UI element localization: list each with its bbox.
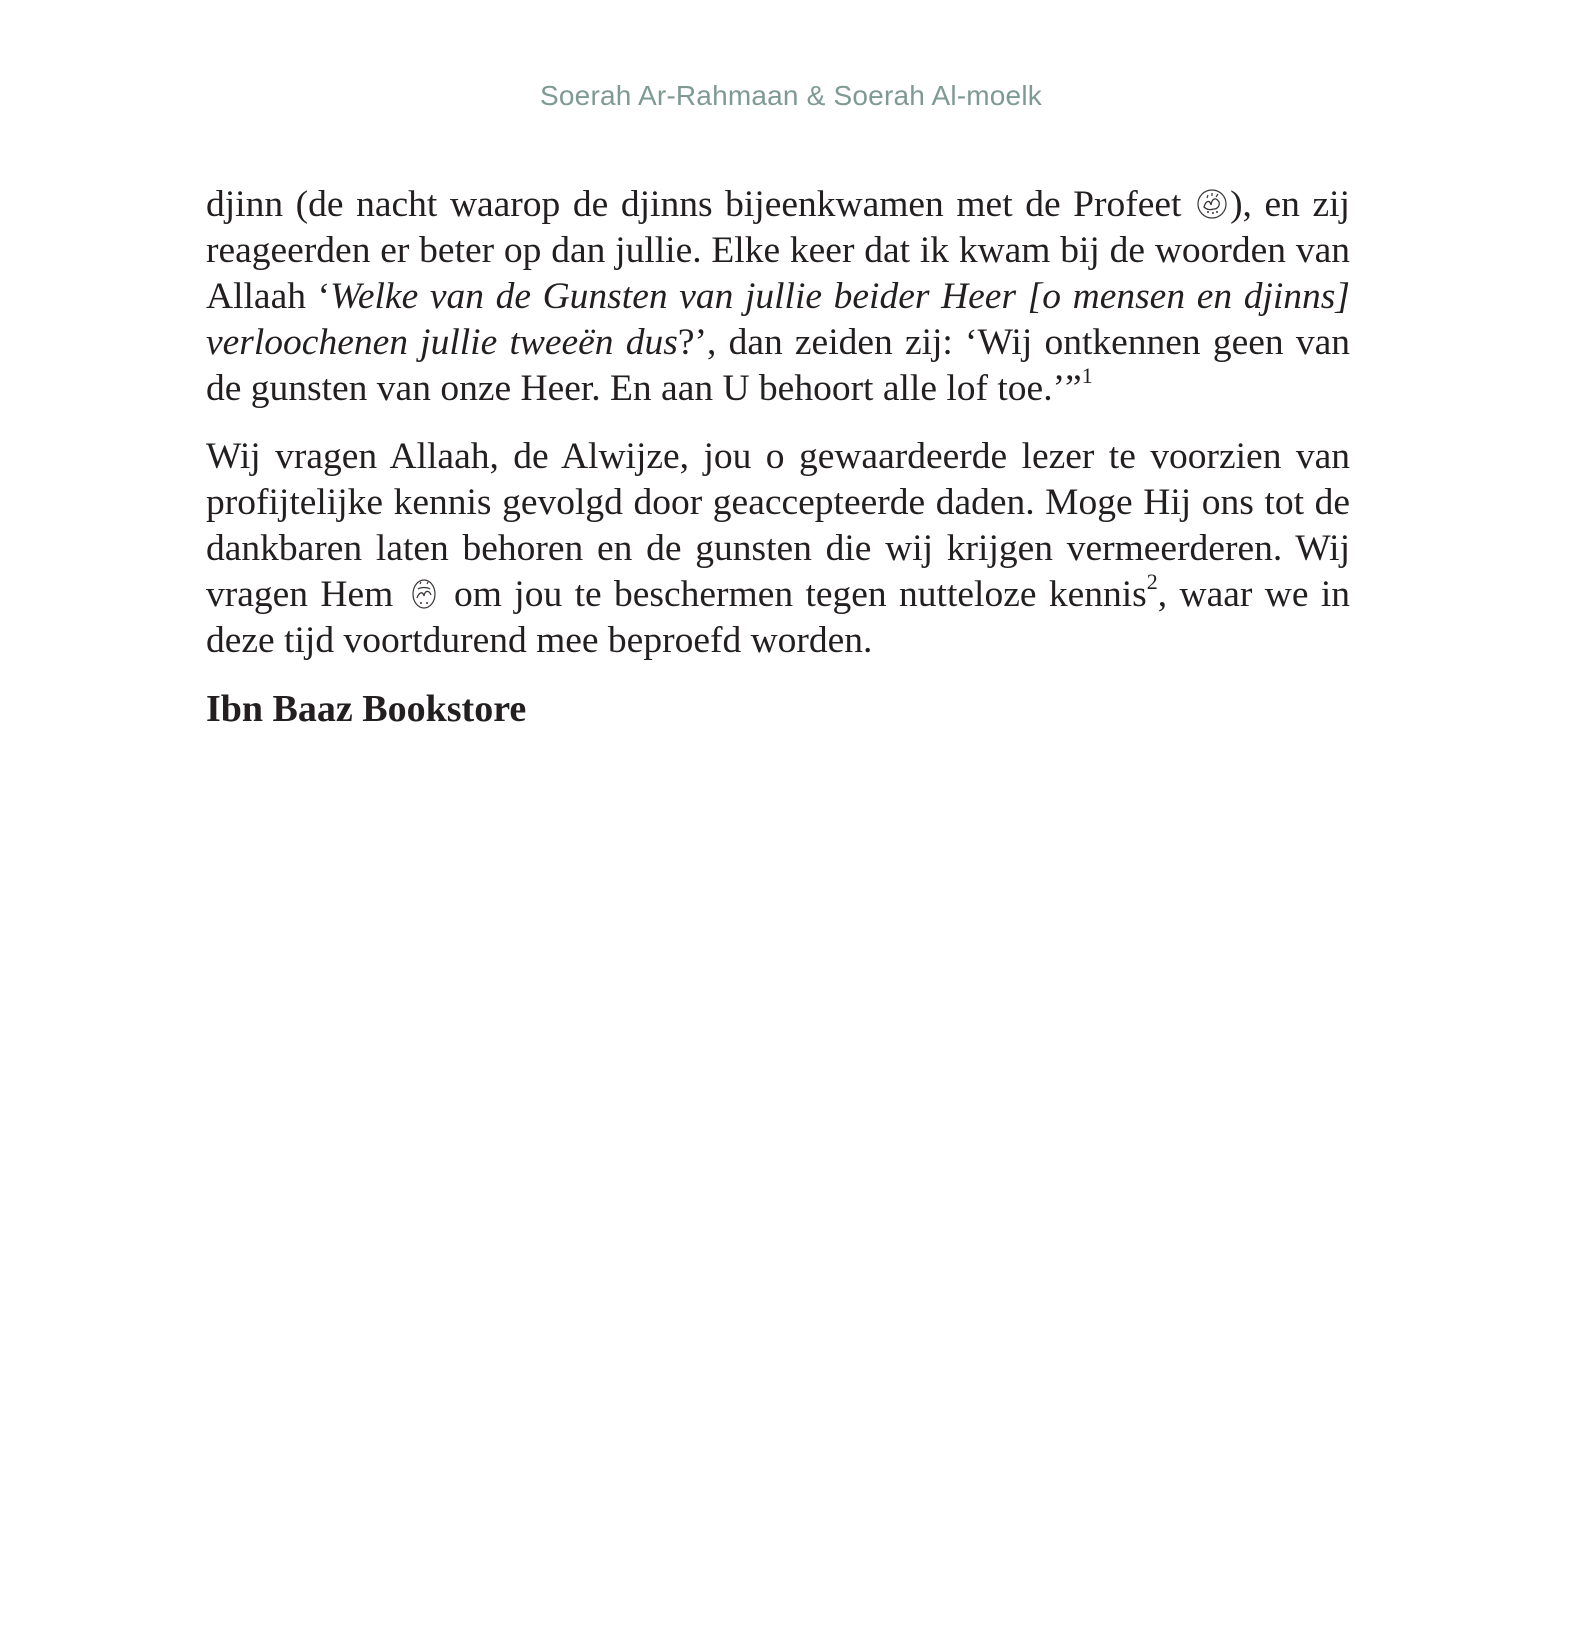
footnote-ref-2[interactable]: 2 bbox=[1146, 568, 1158, 594]
paragraph-2-text-b: om jou te beschermen tegen nutteloze kennis bbox=[441, 574, 1147, 615]
paragraph-1-text-c: ?’, dan zeiden zij: ‘Wij ontkennen geen van de gunsten van onze Heer. En aan U behoort alle lof toe.’” bbox=[206, 322, 1350, 409]
subhanahu-wa-taala-icon bbox=[408, 578, 440, 610]
running-header: Soerah Ar-Rahmaan & Soerah Al-moelk bbox=[540, 80, 1042, 111]
quran-quote: Welke van de Gunsten van jullie beider Heer [o mensen en djinns] verloochenen jullie tweeën dus bbox=[206, 276, 1350, 363]
paragraph-2 bbox=[206, 434, 1350, 664]
paragraph-1-text-a: djinn (de nacht waarop de djinns bijeenkwamen met de Profeet bbox=[206, 184, 1195, 225]
footnote-ref-1[interactable]: 1 bbox=[1081, 362, 1093, 388]
paragraph-2-text-a: Wij vragen Allaah, de Alwijze, jou o gewaardeerde lezer te voorzien van profijtelijke kennis gevolgd door geaccepteerde daden. Moge Hij ons tot de dankbaren laten behoren en de gunsten die wij krijgen vermeerderen. Wij vragen Hem bbox=[206, 436, 1350, 615]
paragraph-1-text-b: ), en zij reageerden er beter op dan jullie. Elke keer dat ik kwam bij de woorden van Allaah ‘ bbox=[206, 184, 1350, 317]
body-text bbox=[206, 182, 1350, 732]
paragraph-2-text-c: , waar we in deze tijd voortdurend mee beproefd worden. bbox=[206, 574, 1350, 661]
signature: Ibn Baaz Bookstore bbox=[206, 688, 527, 730]
paragraph-1 bbox=[206, 182, 1350, 412]
salallahu-alayhi-wasallam-icon bbox=[1196, 188, 1228, 220]
